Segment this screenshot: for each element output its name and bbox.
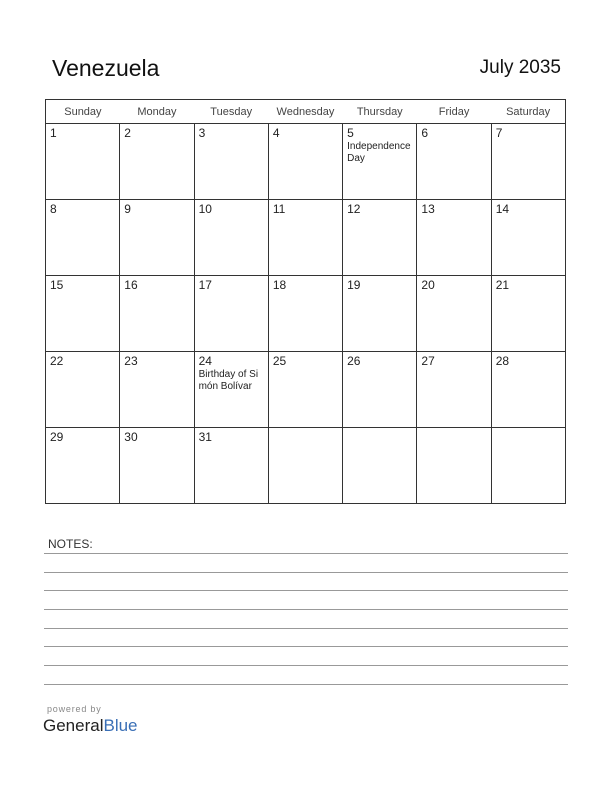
calendar-day-cell[interactable] [268,428,342,504]
calendar-day-cell[interactable] [120,428,194,504]
calendar-day-cell[interactable] [343,124,417,200]
holiday-label: Independence Day [347,141,411,164]
day-number: 18 [272,278,287,292]
day-number: 23 [124,354,138,368]
calendar-day-cell[interactable] [417,200,491,276]
calendar-day-cell[interactable] [194,124,268,200]
day-number: 5 [347,126,354,140]
calendar-day-cell[interactable] [268,276,342,352]
day-number: 11 [272,202,286,216]
weekday-header-row [46,100,566,124]
note-line [44,628,568,629]
calendar-day-cell[interactable] [491,124,565,200]
calendar-day-cell[interactable] [120,200,194,276]
day-number: 6 [421,126,429,140]
weekday-sunday: Sunday [46,100,120,124]
calendar-week-row [46,124,566,200]
calendar-day-cell[interactable] [491,428,565,504]
calendar-day-cell[interactable] [268,124,342,200]
note-line [44,572,568,573]
calendar-grid [45,99,566,504]
calendar-day-cell[interactable] [417,428,491,504]
powered-by-text: powered by [47,704,102,714]
brand-general: General [43,716,104,735]
weekday-monday: Monday [120,100,194,124]
day-number: 14 [495,202,510,216]
day-number: 13 [421,202,435,216]
day-number: 29 [50,430,64,444]
calendar-month-title: July 2035 [479,57,561,78]
calendar-week-row [46,352,566,428]
weekday-friday: Friday [417,100,491,124]
calendar-day-cell[interactable] [491,352,565,428]
calendar-day-cell[interactable] [417,352,491,428]
notes-label: NOTES: [48,537,93,551]
day-number: 1 [50,126,57,140]
day-number: 12 [347,202,361,216]
calendar-day-cell[interactable] [46,428,120,504]
calendar-day-cell[interactable] [343,428,417,504]
calendar-day-cell[interactable] [46,200,120,276]
calendar-day-cell[interactable] [268,200,342,276]
calendar-day-cell[interactable] [120,276,194,352]
calendar-day-cell[interactable] [194,352,268,428]
day-number: 10 [198,202,212,216]
note-line [44,646,568,647]
note-line [44,553,568,554]
calendar-week-row [46,276,566,352]
calendar-day-cell[interactable] [343,276,417,352]
day-number: 27 [421,354,435,368]
day-number: 20 [421,278,435,292]
calendar-day-cell[interactable] [417,276,491,352]
holiday-label: Birthday of Simón Bolívar [198,369,259,392]
calendar-day-cell[interactable] [194,276,268,352]
day-number: 19 [347,278,361,292]
calendar-day-cell[interactable] [343,352,417,428]
note-line [44,665,568,666]
day-number: 24 [198,354,212,368]
calendar-day-cell[interactable] [46,124,120,200]
day-number: 28 [495,354,510,368]
calendar-day-cell[interactable] [46,276,120,352]
day-number: 21 [495,278,510,292]
note-line [44,590,568,591]
day-number: 25 [272,354,287,368]
day-number: 3 [198,126,206,140]
calendar-day-cell[interactable] [120,124,194,200]
day-number: 15 [50,278,64,292]
calendar-day-cell[interactable] [46,352,120,428]
day-number: 16 [124,278,138,292]
calendar-day-cell[interactable] [194,428,268,504]
calendar-week-row [46,200,566,276]
note-line [44,609,568,610]
day-number: 22 [50,354,64,368]
day-number: 31 [198,430,212,444]
weekday-tuesday: Tuesday [194,100,268,124]
day-number: 4 [272,126,280,140]
calendar-day-cell[interactable] [491,200,565,276]
day-number: 26 [347,354,361,368]
calendar-day-cell[interactable] [120,352,194,428]
day-number: 9 [124,202,131,216]
generalblue-logo[interactable] [43,716,138,736]
weekday-saturday: Saturday [491,100,565,124]
calendar-day-cell[interactable] [194,200,268,276]
day-number: 7 [495,126,503,140]
brand-blue: Blue [103,716,138,735]
calendar-day-cell[interactable] [417,124,491,200]
calendar-day-cell[interactable] [491,276,565,352]
calendar-country-title: Venezuela [52,55,160,81]
calendar-day-cell[interactable] [268,352,342,428]
day-number: 30 [124,430,138,444]
note-line [44,684,568,685]
weekday-wednesday: Wednesday [268,100,342,124]
day-number: 17 [198,278,212,292]
calendar-day-cell[interactable] [343,200,417,276]
calendar-week-row [46,428,566,504]
day-number: 8 [50,202,57,216]
weekday-thursday: Thursday [343,100,417,124]
day-number: 2 [124,126,131,140]
